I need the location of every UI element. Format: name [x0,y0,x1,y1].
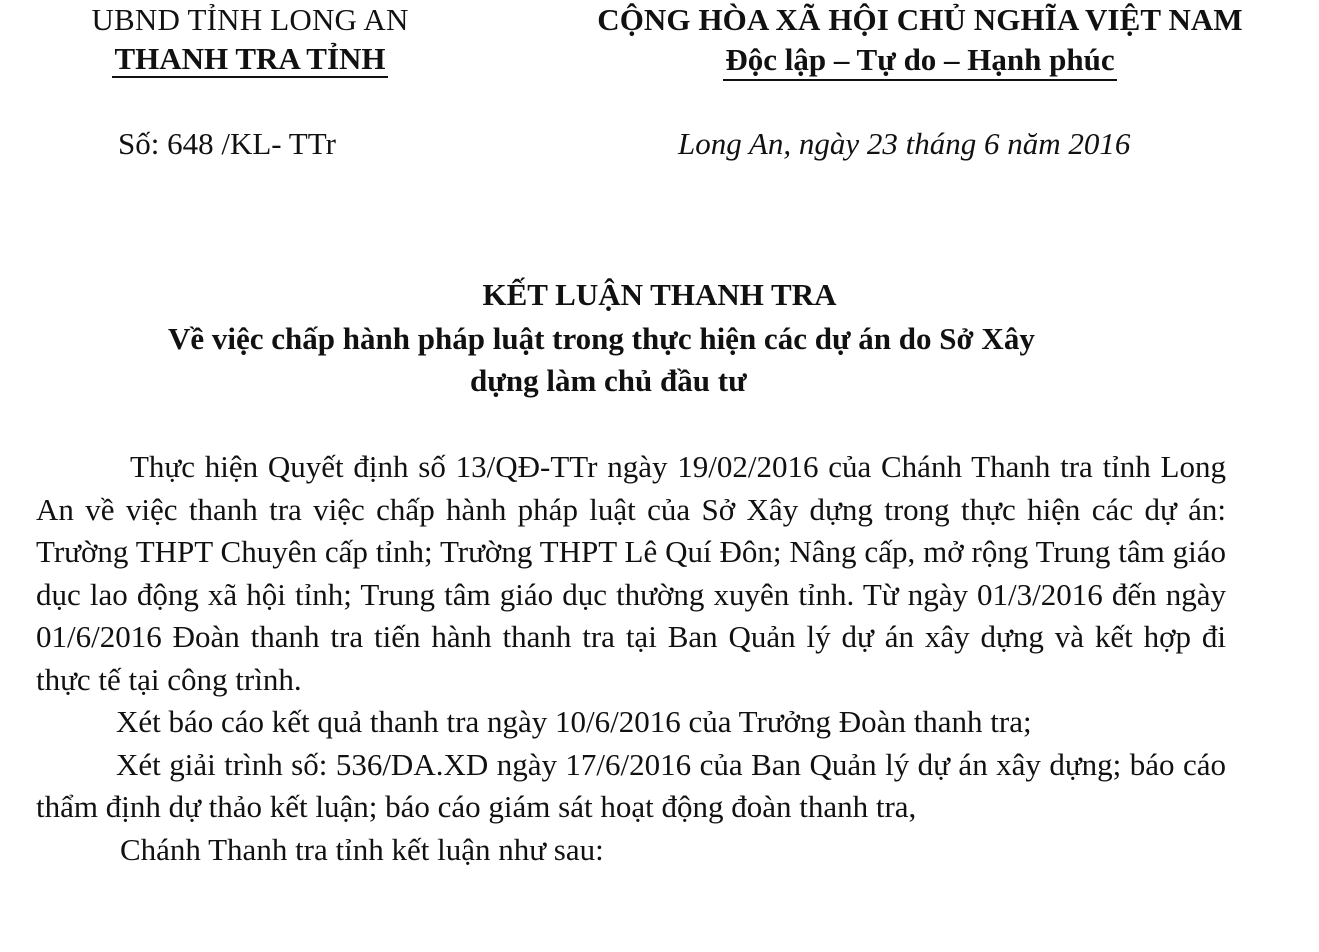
body-paragraph-conclusion-intro: Chánh Thanh tra tỉnh kết luận như sau: [120,831,604,867]
issuing-organization-name: THANH TRA TỈNH [114,41,386,76]
place-and-date: Long An, ngày 23 tháng 6 năm 2016 [678,126,1131,161]
document-number: Số: 648 /KL- TTr [118,126,336,161]
body-paragraph-report: Xét báo cáo kết quả thanh tra ngày 10/6/2016 của Trưởng Đoàn thanh tra; [116,704,1032,739]
document-subject-line-2: dựng làm chủ đầu tư [470,363,747,398]
document-title: KẾT LUẬN THANH TRA [482,277,837,312]
issuing-organization [30,40,470,78]
national-motto-line [540,40,1300,81]
issuing-authority-block [30,0,470,78]
country-name: CỘNG HÒA XÃ HỘI CHỦ NGHĨA VIỆT NAM [597,2,1243,37]
document-subject-line-1: Về việc chấp hành pháp luật trong thực hiện các dự án do Sở Xây [168,321,1035,356]
document-body [36,446,1226,871]
national-title-block [540,0,1300,81]
national-motto: Độc lập – Tự do – Hạnh phúc [723,41,1116,81]
body-paragraph-explanation: Xét giải trình số: 536/DA.XD ngày 17/6/2016 của Ban Quản lý dự án xây dựng; báo cáo thẩm định dự thảo kết luận; báo cáo giám sát hoạt động đoàn thanh tra, [36,746,1226,824]
body-paragraph-decision: Thực hiện Quyết định số 13/QĐ-TTr ngày 19/02/2016 của Chánh Thanh tra tỉnh Long An về việc thanh tra việc chấp hành pháp luật của Sở Xây dựng trong thực hiện các dự án: Trường THPT Chuyên cấp tỉnh; Trường THPT Lê Quí Đôn; Nâng cấp, mở rộng Trung tâm giáo dục lao động xã hội tỉnh; Trung tâm giáo dục thường xuyên tỉnh. Từ ngày 01/3/2016 đến ngày 01/6/2016 Đoàn thanh tra tiến hành thanh tra tại Ban Quản lý dự án xây dựng và kết hợp đi thực tế tại công trình. [36,449,1226,697]
parent-organization: UBND TỈNH LONG AN [91,2,409,37]
